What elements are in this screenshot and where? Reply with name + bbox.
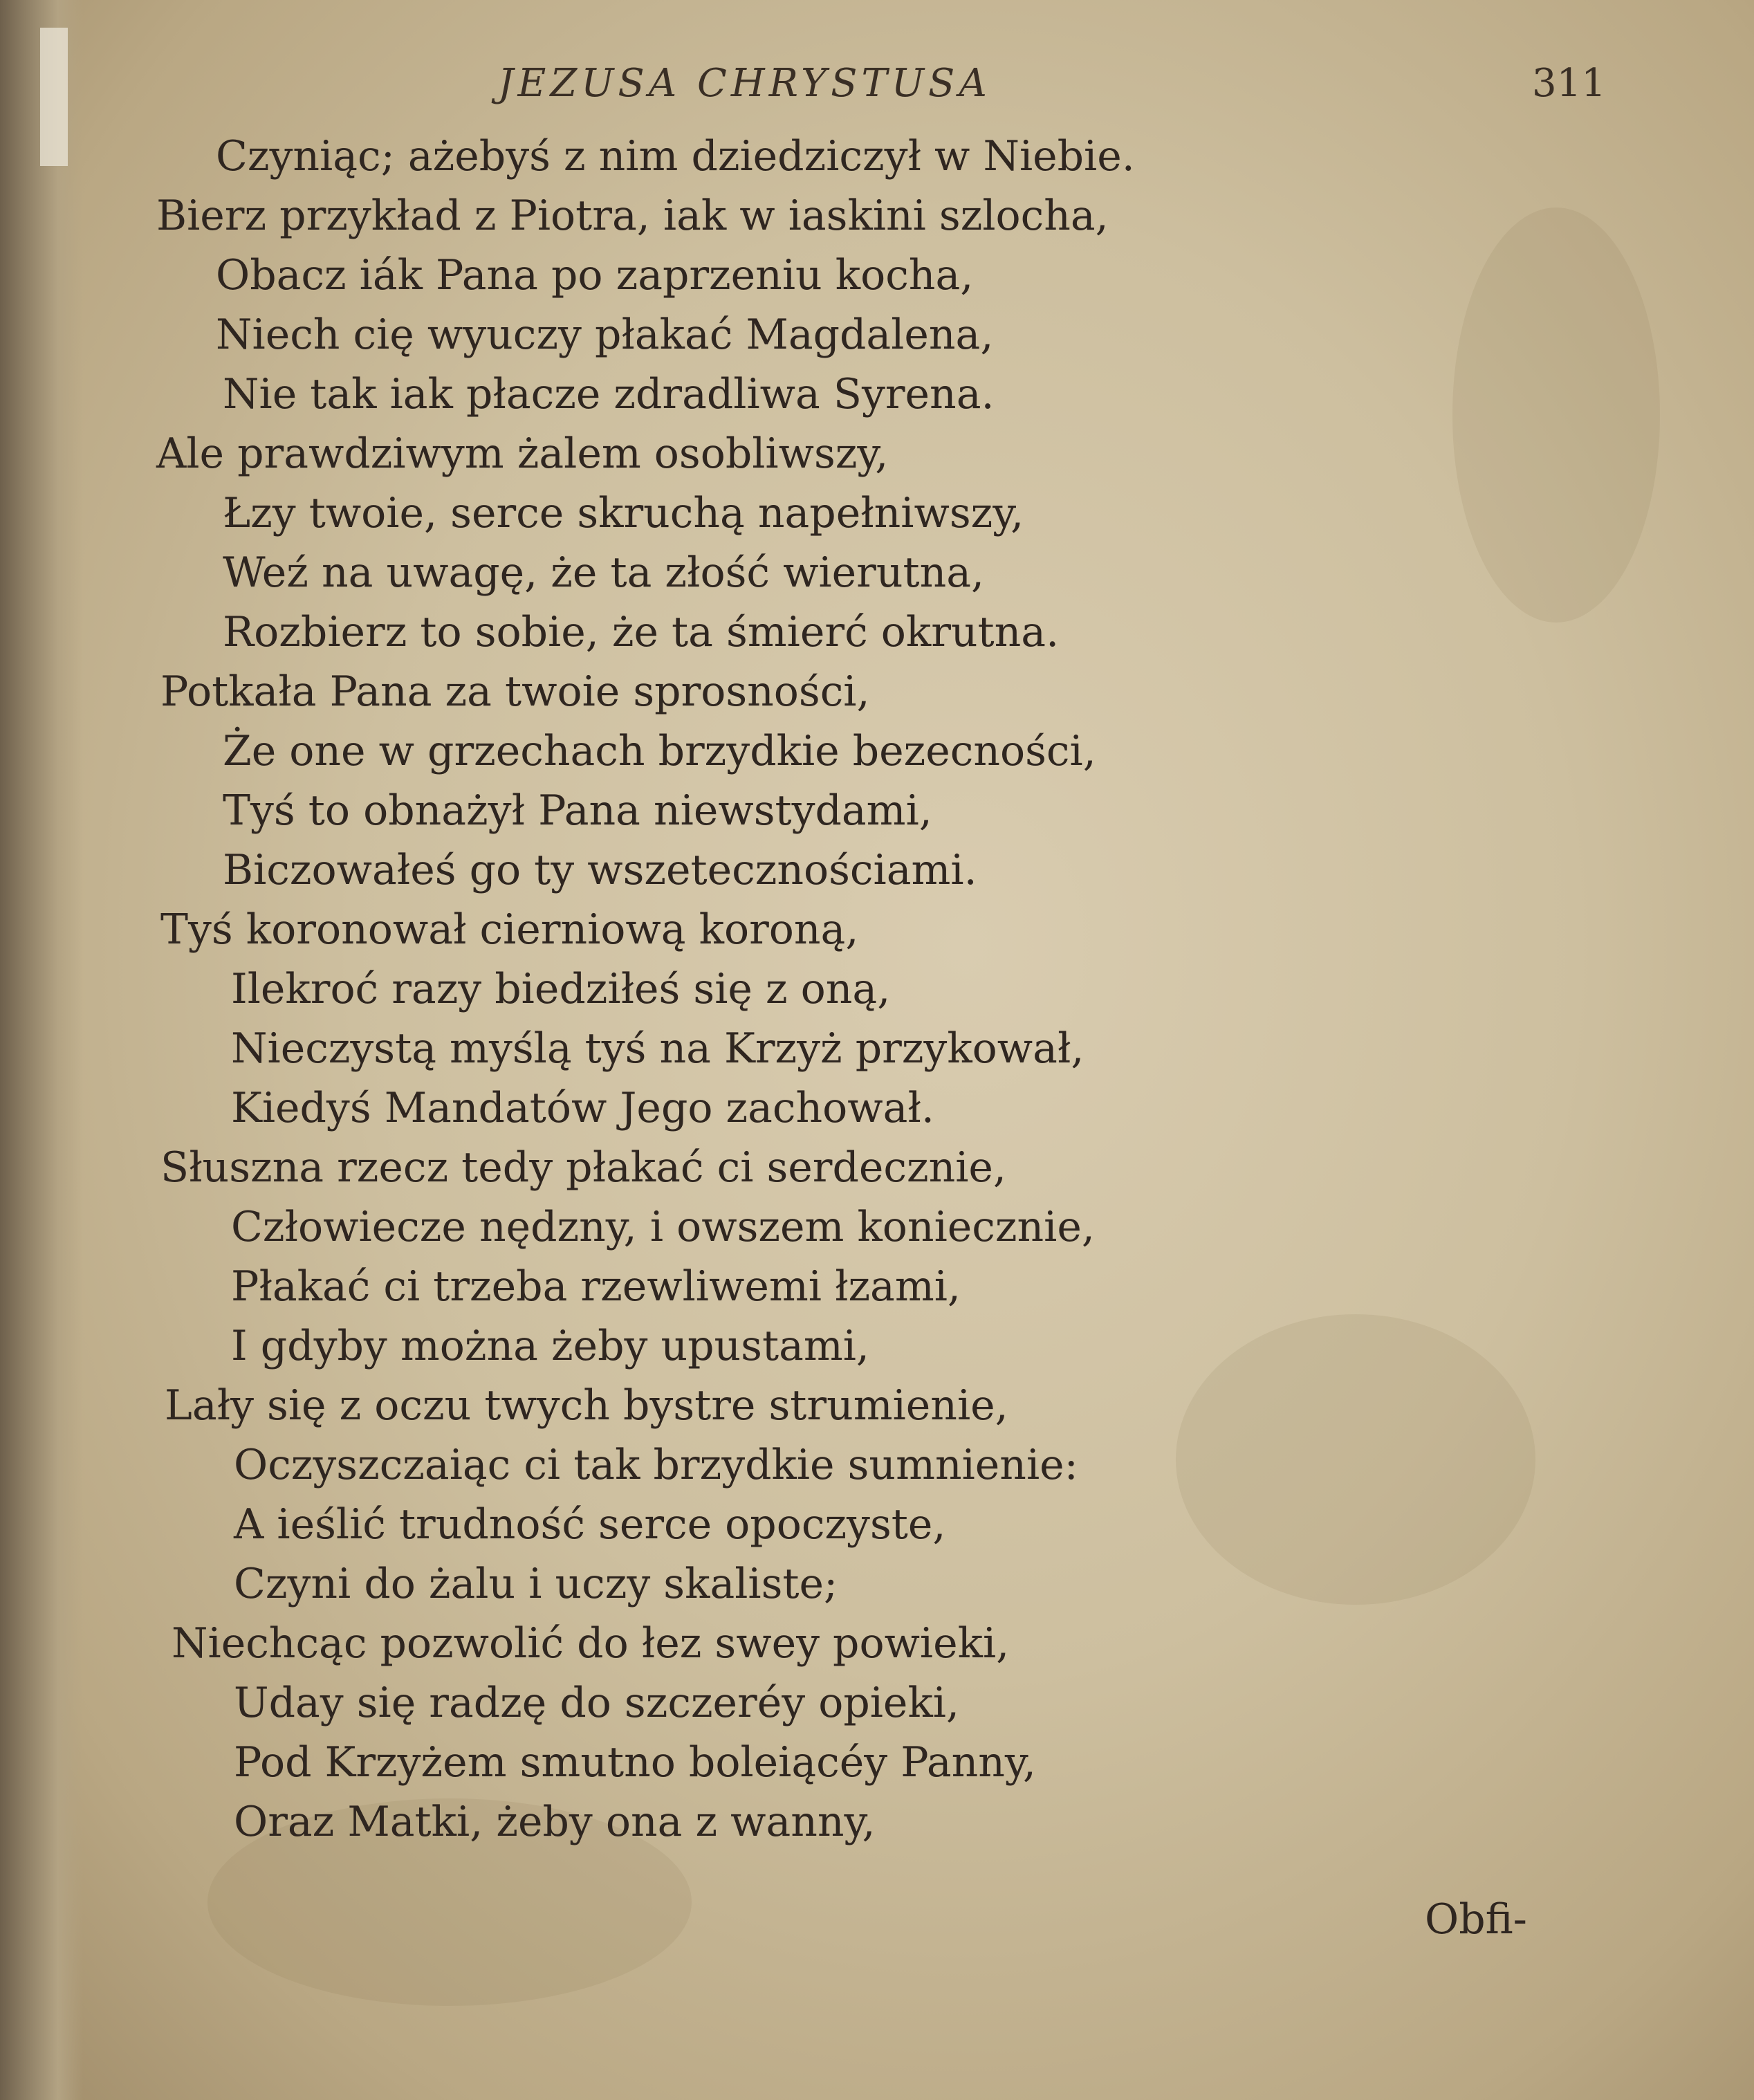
text-line: Płakać ci trzeba rzewliwemi łzami, <box>231 1262 961 1311</box>
text-line: Słuszna rzecz tedy płakać ci serdecznie, <box>160 1143 1006 1192</box>
text-line: Bierz przykład z Piotra, iak w iaskini szlocha, <box>156 192 1109 240</box>
text-line: Weź na uwagę, że ta złość wierutna, <box>223 549 985 597</box>
text-line: Biczowałeś go ty wszetecznościami. <box>223 846 977 894</box>
text-line: Czyni do żalu i uczy skaliste; <box>234 1560 838 1608</box>
text-line: Nieczystą myślą tyś na Krzyż przykował, <box>231 1024 1084 1073</box>
text-line: Obacz iák Pana po zaprzeniu kocha, <box>216 251 974 300</box>
text-line: Ilekroć razy biedziłeś się z oną, <box>231 965 891 1013</box>
catchword: Obfi- <box>1425 1895 1527 1944</box>
text-line: Tyś to obnażył Pana niewstydami, <box>223 786 932 835</box>
text-line: Człowiecze nędzny, i owszem koniecznie, <box>231 1203 1095 1251</box>
text-line: Niech cię wyuczy płakać Magdalena, <box>216 311 994 359</box>
text-line: Czyniąc; ażebyś z nim dziedziczył w Niebie. <box>216 132 1135 181</box>
text-line: Tyś koronował cierniową koroną, <box>160 905 859 954</box>
text-line: Oczyszczaiąc ci tak brzydkie sumnienie: <box>234 1441 1078 1489</box>
text-line: I gdyby można żeby upustami, <box>231 1322 869 1370</box>
text-line: Pod Krzyżem smutno boleiącéy Panny, <box>234 1738 1036 1787</box>
text-line: Łzy twoie, serce skruchą napełniwszy, <box>223 489 1024 537</box>
text-line: Rozbierz to sobie, że ta śmierć okrutna. <box>223 608 1060 656</box>
text-line: Że one w grzechach brzydkie bezecności, <box>223 727 1096 775</box>
text-line: Oraz Matki, żeby ona z wanny, <box>234 1798 876 1846</box>
page-number: 311 <box>1532 61 1606 106</box>
text-line: Ale prawdziwym żalem osobliwszy, <box>156 430 889 478</box>
text-line: Nie tak iak płacze zdradliwa Syrena. <box>223 370 995 418</box>
text-line: Uday się radzę do szczeréy opieki, <box>234 1679 960 1727</box>
text-line: Niechcąc pozwolić do łez swey powieki, <box>172 1619 1010 1668</box>
text-line: Potkała Pana za twoie sprosności, <box>160 667 870 716</box>
text-line: Kiedyś Mandatów Jego zachował. <box>231 1084 934 1132</box>
text-line: A ieślić trudność serce opoczyste, <box>234 1500 946 1549</box>
running-head: JEZUSA CHRYSTUSA <box>498 61 991 106</box>
text-line: Lały się z oczu twych bystre strumienie, <box>165 1381 1008 1430</box>
